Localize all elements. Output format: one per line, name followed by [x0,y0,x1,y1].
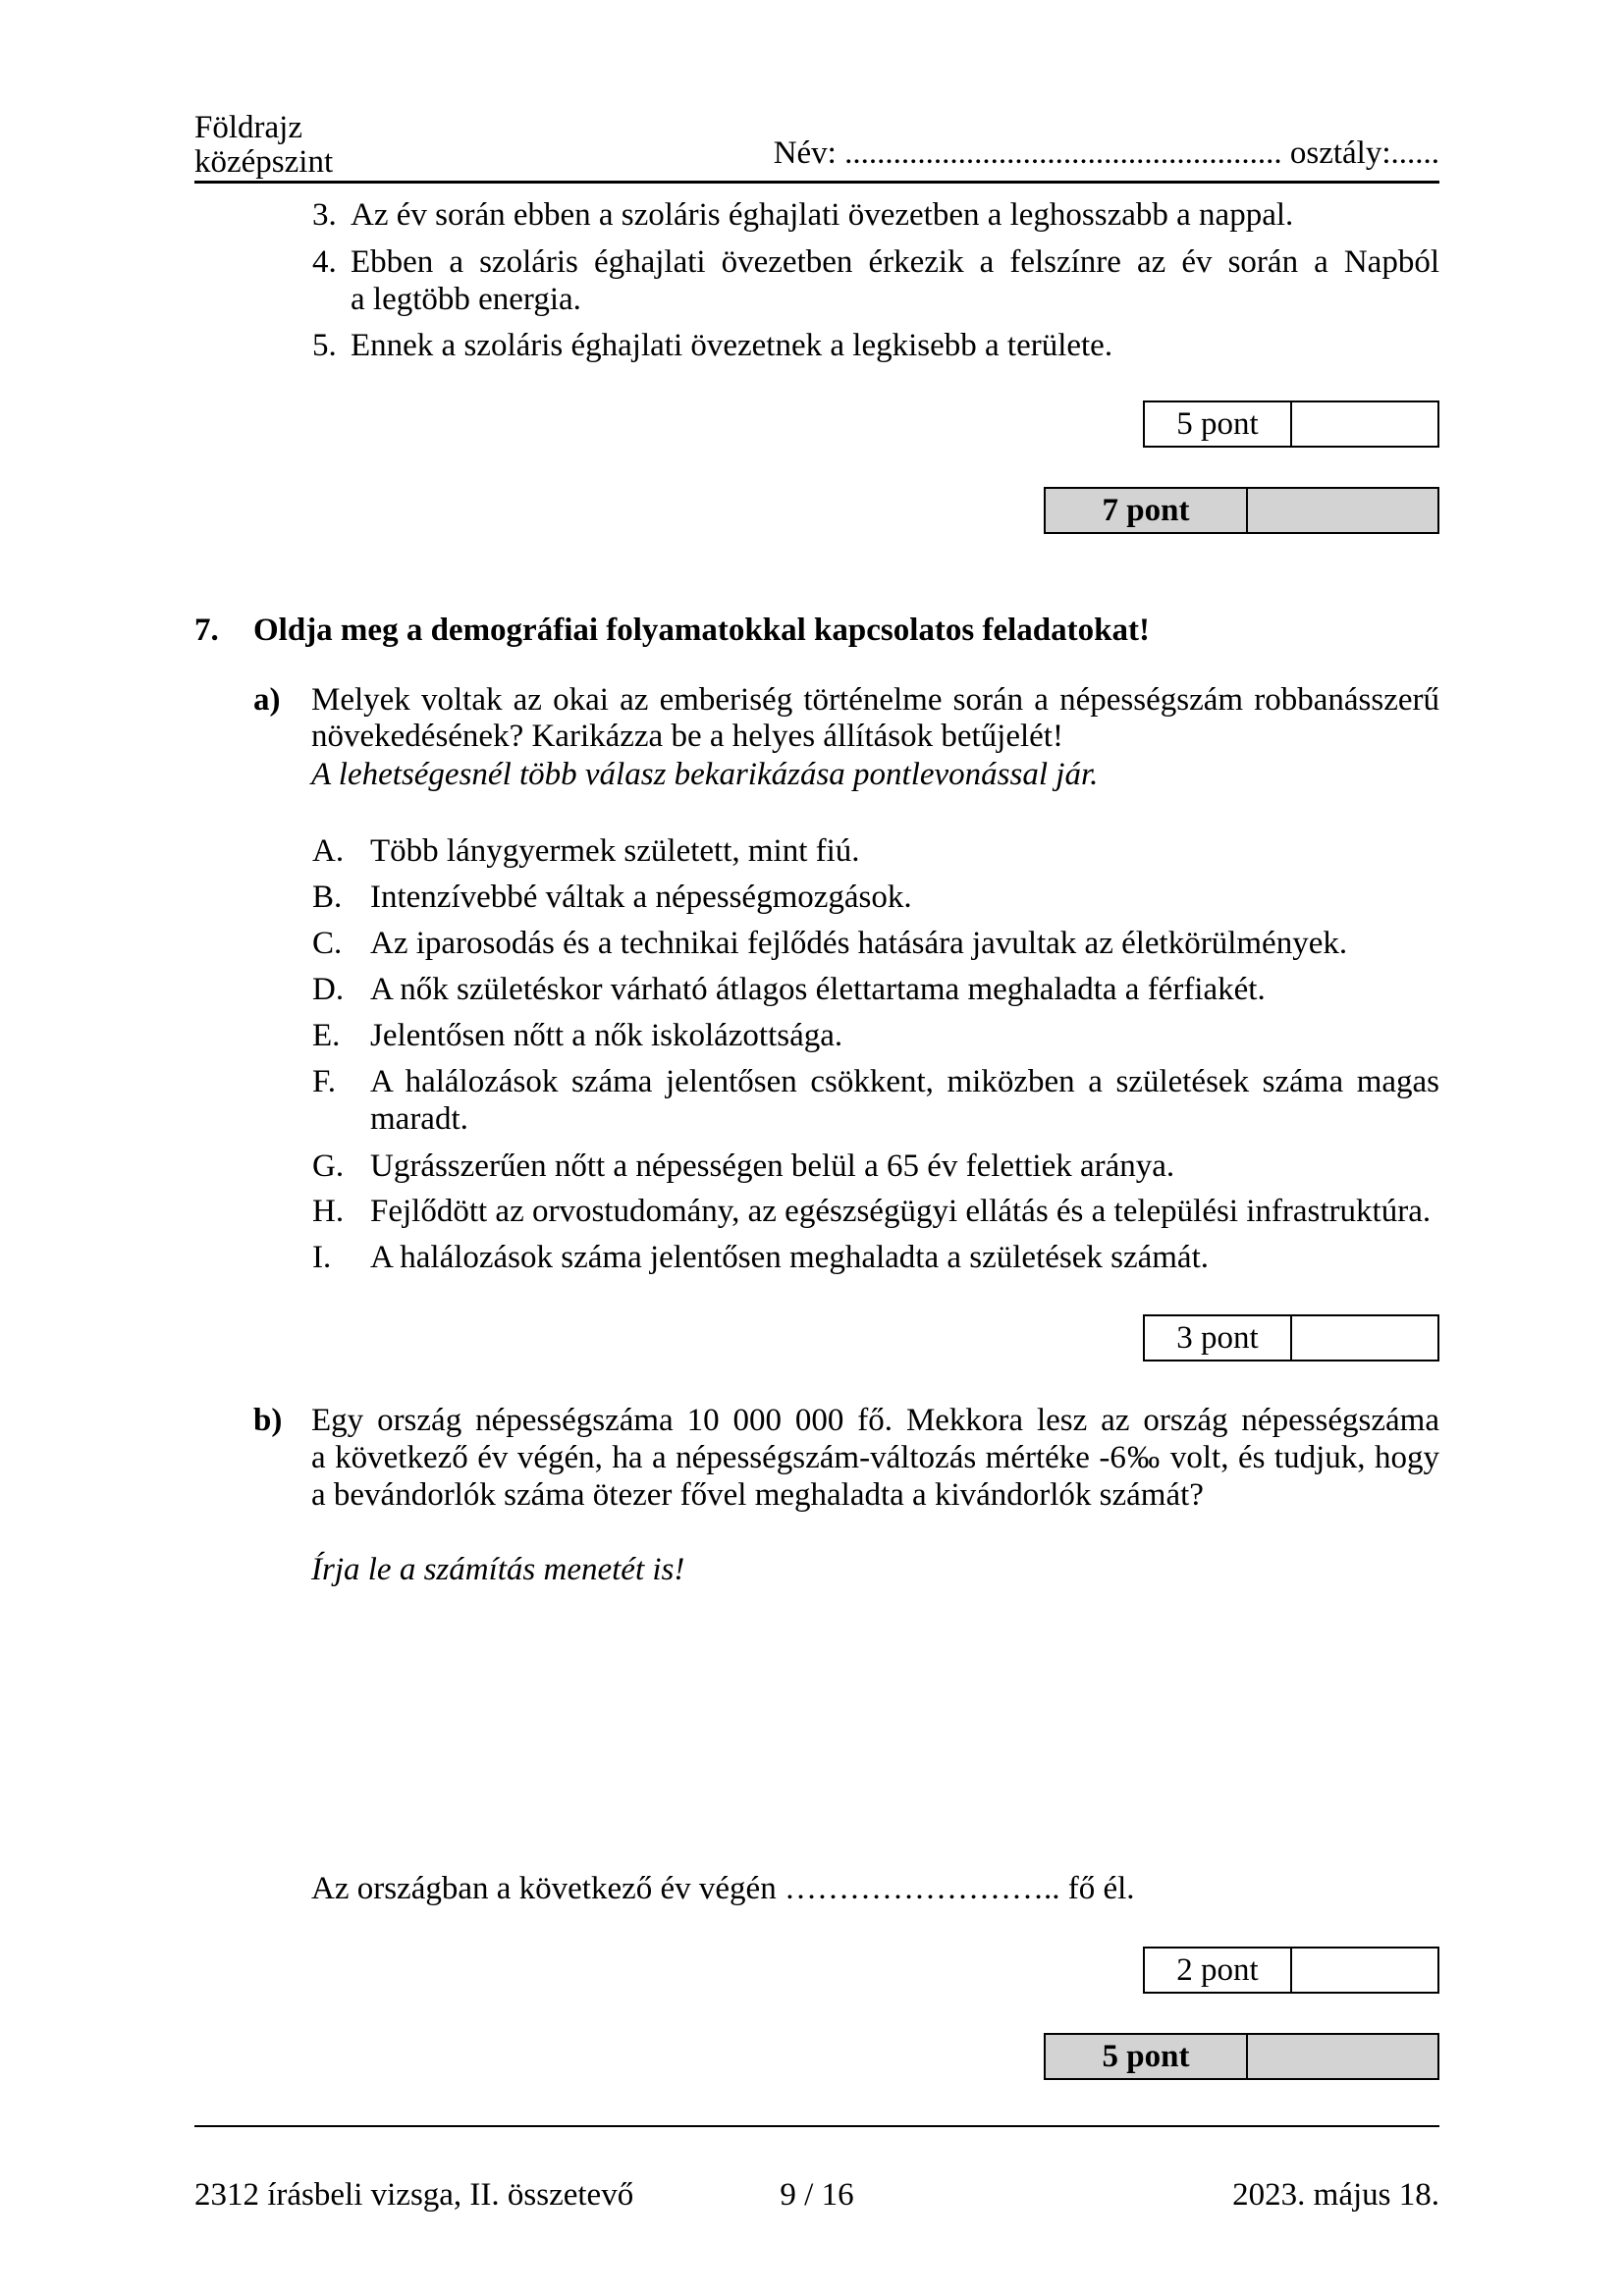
option-text: Az iparosodás és a technikai fejlődés hatására javultak az életkörülmények. [370,926,1348,961]
item-number: 5. [312,328,337,363]
option-text: Ugrásszerűen nőtt a népességen belül a 65 év felettiek aránya. [370,1148,1175,1184]
score-box [1143,1314,1439,1362]
part-a-note: A lehetségesnél több válasz bekarikázása pontlevonással jár. [311,757,1099,792]
footer-date: 2023. május 18. [1232,2177,1439,2213]
option-text: Jelentősen nőtt a nők iskolázottsága. [370,1018,843,1053]
part-b-marker: b) [253,1403,283,1438]
option-letter: E. [312,1018,341,1053]
score-entry-cell [1292,402,1437,446]
option-text: A halálozások száma jelentősen csökkent, miközben a születések száma magas [370,1064,1439,1099]
part-a-question: Melyek voltak az okai az emberiség történelme során a népességszám robbanásszerű [311,682,1439,718]
score-box [1143,400,1439,448]
part-b-question: Egy ország népességszáma 10 000 000 fő. Mekkora lesz az ország népességszáma [311,1403,1439,1438]
total-score-box [1044,487,1439,534]
footer-rule [194,2125,1439,2127]
item-number: 3. [312,197,337,233]
part-b-instruction: Írja le a számítás menetét is! [311,1552,685,1587]
total-score-entry-cell [1248,2035,1437,2078]
option-text: Több lánygyermek született, mint fiú. [370,833,860,869]
total-score-label: 5 pont [1046,2035,1248,2078]
total-score-label: 7 pont [1046,489,1248,532]
part-a-marker: a) [253,682,281,718]
score-box-label: 2 pont [1145,1949,1292,1992]
part-b-answer-line: Az országban a következő év végén …………………….. fő él. [311,1871,1135,1906]
option-text: Fejlődött az orvostudomány, az egészségügyi ellátás és a települési infrastruktúra. [370,1194,1432,1229]
header-level: középszint [194,144,334,180]
header-rule [194,181,1439,184]
footer-exam-label: 2312 írásbeli vizsga, II. összetevő [194,2177,634,2213]
part-b-question-continued: a bevándorlók száma ötezer fővel meghaladta a kivándorlók számát? [311,1477,1204,1513]
footer-page-number: 9 / 16 [780,2177,854,2213]
score-box [1143,1947,1439,1994]
header-subject: Földrajz [194,110,302,145]
option-letter: H. [312,1194,345,1229]
score-box-label: 3 pont [1145,1316,1292,1360]
option-letter: B. [312,880,343,915]
option-text: A nők születéskor várható átlagos élettartama meghaladta a férfiakét. [370,972,1266,1007]
option-text-continued: maradt. [370,1101,468,1137]
option-text: Intenzívebbé váltak a népességmozgások. [370,880,912,915]
part-b-question-continued: a következő év végén, ha a népességszám-változás mértéke -6‰ volt, és tudjuk, hogy [311,1440,1439,1475]
task-number: 7. [194,613,219,648]
option-letter: F. [312,1064,336,1099]
option-text: A halálozások száma jelentősen meghaladta a születések számát. [370,1240,1209,1275]
item-text: Ennek a szoláris éghajlati övezetnek a legkisebb a területe. [351,328,1113,363]
item-text: Ebben a szoláris éghajlati övezetben érkezik a felszínre az év során a Napból [351,244,1439,280]
option-letter: A. [312,833,345,869]
total-score-entry-cell [1248,489,1437,532]
score-entry-cell [1292,1949,1437,1992]
option-letter: I. [312,1240,332,1275]
option-letter: G. [312,1148,345,1184]
score-entry-cell [1292,1316,1437,1360]
option-letter: D. [312,972,345,1007]
option-letter: C. [312,926,343,961]
item-text: Az év során ebben a szoláris éghajlati övezetben a leghosszabb a nappal. [351,197,1294,233]
item-text-continued: a legtöbb energia. [351,282,581,317]
part-a-question-continued: növekedésének? Karikázza be a helyes állítások betűjelét! [311,719,1063,754]
score-box-label: 5 pont [1145,402,1292,446]
total-score-box [1044,2033,1439,2080]
item-number: 4. [312,244,337,280]
task-title: Oldja meg a demográfiai folyamatokkal kapcsolatos feladatokat! [253,613,1150,648]
header-name-class-field: Név: ...................................................... osztály:...... [773,135,1439,171]
